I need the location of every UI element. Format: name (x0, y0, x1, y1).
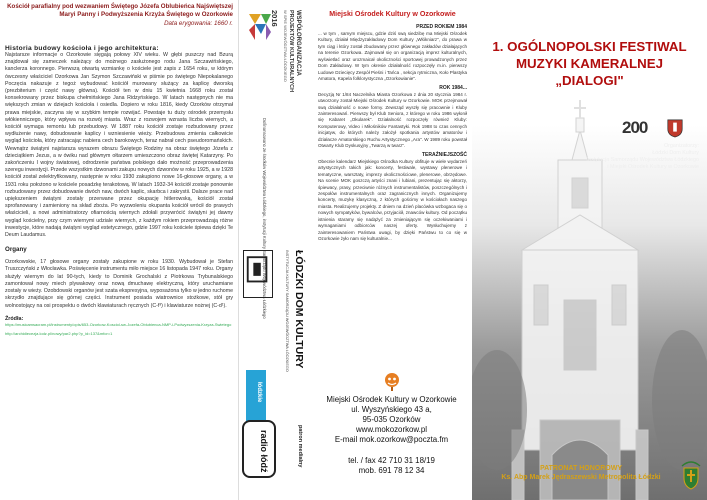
church-title-line-1: Kościół parafialny pod wezwaniem Świętego Józefa Oblubieńca Najświętszej (7, 3, 233, 10)
phone-mobile: mob. 691 78 12 34 (358, 466, 425, 475)
sources-heading: Źródła: (5, 315, 24, 322)
section-text-before-1984: ... w tym , samym miejscu, gdzie dziś swą siedzibę ma Miejski Ośrodek Kultury, działał Międzyzakładowy Dom Kultury „Włókniarz", do prawa w tym ciąg i który został zbudowany przez głównego zakładów działających na terenie Ozorkowa. Zajmował się on organizacją imprez kulturalnych, wyświetlać oraz urozmaicał okoliczności sportowej prowadzonych przez Dom Zakładowy. W tym okresie działalność rozpoczęły m.in. pierwszy Ludowe Dziecięcy Zespół Pieśni i Tańca , sekcja rytmiczna, Koło Plastyka Amatora, Kapela folklorystyczna „Ozorkowianie". (318, 31, 467, 82)
ldk-brand-name: ŁÓDZKI DOM KULTURY (293, 250, 305, 369)
address-line-2: ul. Wyszyńskiego 43 a, (351, 405, 432, 414)
section-text-present: Obecnie kalendarz Miejskiego Ośrodka Kultury obfituje w wiele wydarzeń artystycznych takich jak: koncerty, festiwale, wystawy plenerowe i tematyczne, warsztaty, imprezy okolicznościowe, plenerowe, obrzędowe. Na scenie MOK goszczą artyści znani i lubiani, prezentując się aktorzy, śpiewacy, prasy, przeciwnie różnych instrumentalistów, poszczególnych i zespołów instrumentalnych oraz zagranicznych innych. Organizujemy koncerty, muzykę klasyczną, z których gościmy w kościołach naszego miasta. Realizujemy projekty. Z dniem na dzień placówka wzbogaca się o nowych sympatyków, bywalców, przyjaciół, znawców kultury. Od początku istnienia staramy się nadążyć za zmieniającym się oczekiwaniami i wymaganiami odbiorców naszej oferty. Wysłuchujemy z zainteresowaniem Państwa uwagi, by dzięki Państwu to co się w Ozorkowie żyło nam się kulturalnie... (318, 158, 467, 242)
organizers-label: Organizatorzy: (663, 143, 699, 149)
lodzkie-badge-text: łódzkie (256, 382, 262, 403)
festival-title-line-1: 1. OGÓLNOPOLSKI FESTIWAL (492, 39, 687, 54)
church-title-line-2: Maryi Panny i Podwyższenia Krzyża Świętego w Ozorkowie (59, 11, 233, 18)
anniversary-logo-text: 200 (622, 118, 648, 137)
organizer-2: Instytucja Samorządu Województwa Łódzkiego (586, 157, 699, 163)
sponsor-strip (238, 0, 308, 500)
theatre-mask-icon (382, 372, 402, 392)
cooperation-logo-text (270, 10, 303, 150)
festival-title (472, 38, 707, 89)
section-text-1984: Decyzją Nr 1/84 Naczelnika Miasta Ozorkowa z dnia 20 stycznia 1984 r. utworzony został Miejski Ośrodek Kultury w Ozorkowie. MOK przejmował swą działalność o nowe formy. Zewsząd wyszły się pracownie i Kluby zainteresowań. Pierwszy był Klub Seniora, z którego w roku 1986 wyłonił się Kabaret „Okularek". Działalność rozpoczęły również Kluby: Komputerowy, Video i Miłośników Fantastyki. Rok 1988 to czas cennych inicjatyw, do których należy założył spotkania artystów amatorów i działacze Amatorskiego Ruchu Artystycznego „Ara". W 1989 roku powstał Otwarty Klub Dyskusyjny „Twarzą w twarz". (318, 91, 467, 149)
cover-panel (472, 0, 707, 500)
ldk-brand-sub: INSTYTUCJA KULTURY SAMORZĄDU WOJEWÓDZTWA ŁÓDZKIEGO (285, 250, 289, 372)
media-patron-label: patron medialny (297, 425, 303, 468)
source-link-2[interactable]: http://archidiecezja.lodz.pl/nowy/par2.php?p_id=137&mfor=1 (5, 330, 113, 336)
erection-date: Data erygowania: 1660 r. (164, 20, 233, 27)
section-heading-present: TERAŹNIEJSZOŚĆ (421, 151, 467, 158)
history-text: Najstarsze informacje o Ozorkowie sięgają połowy XIV wieku. W głębi puszczy nad Bzurą znajdował się zameczek należący do możnego zasłużonego rodu Jana Szczawińskiego, kanclerza koronnego. Pierwszą otwartą wzmiankę o kościele jest zapis z 1654 roku, w którym ówczesny właściciel Ozorkowa Jan Szymon Szczawiński w piśmie po świętego Niepokalanego Poczęcia nakazuje z tegoż wybudować kościół murowany służący za kaplicę dworską (prezbiterium i część nawy główna). Kościół ten w dniu 15 kwietnia 1668 roku został konsekrowany przez biskupa chełmińskiego Jana Ridzyńskiego. W latach następnych nie ma większych zmian w dziejach kościoła i osiedla. Dopiero w roku 1816, kiedy Ozorków otrzymał prawa miejskie, zaczyna się w szybkim tempie rozwijać. Powstaje tu duży ośrodek przemysłu włókienniczego, który wpływa na rozwój miasta. Wraz z rozwojem wzrasta liczba wiernych, a kościół wymaga remontu lub przebudowy. W 1887 roku kościół zostaje rozbudowany przez wydłużenie nawy, dobudowanie kaplicy i wzniesienie wieży. Przebudowa zmienia całkowicie wygląd kościoła, który zatracając nabiera cech barokowych, teraz nabrał cech pseudoromańskich. Wewnątrz świątyni najstarsza wyrazem obrazu Świętego Rodziny na obraz świętego Józefa z dzieciątkiem Jezus, a w ówiku nad głównym ołtarzem umieszczono obraz świętej Katarzyny. Po zakończeniu I wojny światowej, odrodzenie państwa polskiego dało możność przeprowadzenia szeregu inwestycji. Przede wszystkim dzwonami zakupu nowych dzwonów w roku 1925, a w 1928 kościół został zelektryfikowany, następnie w roku 1930 zakupiono nowe 16-głosowe organy, a w 1931 roku położono w kościele posadzkę terakotową. W latach 1932-34 kościół zostaje ponownie rozbudowany przez dobudowanie dwóch naw, dwóch kaplic, skarbca i zakrystii. Dalsze prace nad upiększeniem świątyni zostały przerwane przez okupację hitlerowską, kościół został sprofanowany i zamieniony na skład zboża. Po wyzwoleniu okupanta kościół wrócił do prawych właścicieli, a nowi administratorzy ofiarnością wiernych zdołali przywrócić świątyni jej dawny wygląd kościelny, przy czym wiernymi udziale wiernych, z każdym rokiem przeprowadzają różne inwestycje, które nadają świątyni wygląd estetycznego, gdzie 1997 roku kościele śpiewa dzięki Te Deum Laudamus. (5, 52, 233, 239)
organs-heading: Organy (5, 246, 27, 254)
organizer-3: i Miejski Ośrodek Kultury w Ozorkowie (607, 164, 699, 170)
archbishop-coat-of-arms-icon (680, 460, 702, 492)
logo-text-line-3: W SPIE WOJEWÓDZTWA ŁÓDZKIEGO (283, 10, 288, 82)
history-panel (0, 0, 238, 500)
address-line-3: 95-035 Ozorków (362, 415, 421, 424)
history-heading: Historia budowy kościoła i jego architektura: (5, 45, 159, 52)
festival-title-line-3: „DIALOGI" (555, 73, 624, 88)
lodzkie-badge (246, 370, 266, 422)
about-panel (310, 0, 473, 500)
organs-text: Ozorkowskie, 17 głosowe organy zostały zakupione w roku 1930. Wybudował je Stefan Truszczyński z Włocławka. Poświęcenie instrumentu miło miejsce 16 listopada 1947 roku. Organy służyły wiernym do lat 90-tych, kiedy to Dominik Grochalski z Piotrkowa Trybunalskiego zamontował nowy miech plywakowy oraz nową dmuchawę elektryczną, który uruchamiane zostały w wieży. Ozobdowski organów jest szata ekspresyjna, wyposażona tylko w jedno ruchome skrzydło znajdujące się górnej części. Instrument posiada wiatrownice stożkowe, stół gry wolnostojący na osi prospektu o dwóch klawiaturach ręcznych (C-f³) i klawiaturze nożnej (C-d¹). (5, 259, 233, 309)
patron-name: Ks. Abp Marek Jędraszewski Metropolita Łódzki (501, 474, 661, 481)
section-heading-before-1984: PRZED ROKIEM 1984 (416, 24, 467, 30)
logo-text-line-2: PROJEKTÓW KULTURALNYCH (288, 10, 294, 93)
patron-label: PATRONAT HONOROWY (539, 465, 623, 472)
anniversary-logo (622, 118, 700, 140)
contact-block (310, 395, 473, 476)
address-line-1: Miejski Ośrodek Kultury w Ozorkowie (326, 395, 457, 404)
section-heading-1984: ROK 1984... (439, 84, 467, 91)
coat-of-arms-icon (666, 118, 684, 138)
honorary-patronage (472, 464, 690, 482)
phone-fax: tel. / fax 42 710 31 18/19 (348, 456, 435, 465)
cofinance-note: Dofinansowano ze środków Województwa Łódzkiego, instytucji Kultury Samorządu Województwa Łódzkiego (262, 118, 267, 319)
ldk-logo-icon (243, 250, 273, 298)
organizer-1: Łódzki Dom Kultury (652, 150, 699, 156)
festival-title-line-2: MUZYKI KAMERALNEJ (515, 56, 663, 71)
logo-text-line-1: WSPÓŁORGANIZACJA (295, 10, 301, 76)
email-link[interactable]: E-mail mok.ozorkow@poczta.fm (334, 435, 449, 444)
website-link[interactable]: www.mokozorkow.pl (355, 425, 428, 434)
source-link-1[interactable]: https://musicamsacram.pl/instrumenty/opis/653-Ozorkow-Kosciol-sw-Jozefa-Oblubienca-NMP-i-Podwyzszenia-Krzyza-Swietego (5, 321, 232, 327)
organizers-block (559, 143, 699, 171)
mok-brand: Miejski Ośrodek Kultury w Ozorkowie (329, 10, 456, 18)
radio-lodz-text: radio łódź (259, 430, 269, 473)
radio-lodz-logo (242, 420, 276, 478)
logo-year: 2016 (270, 10, 279, 27)
